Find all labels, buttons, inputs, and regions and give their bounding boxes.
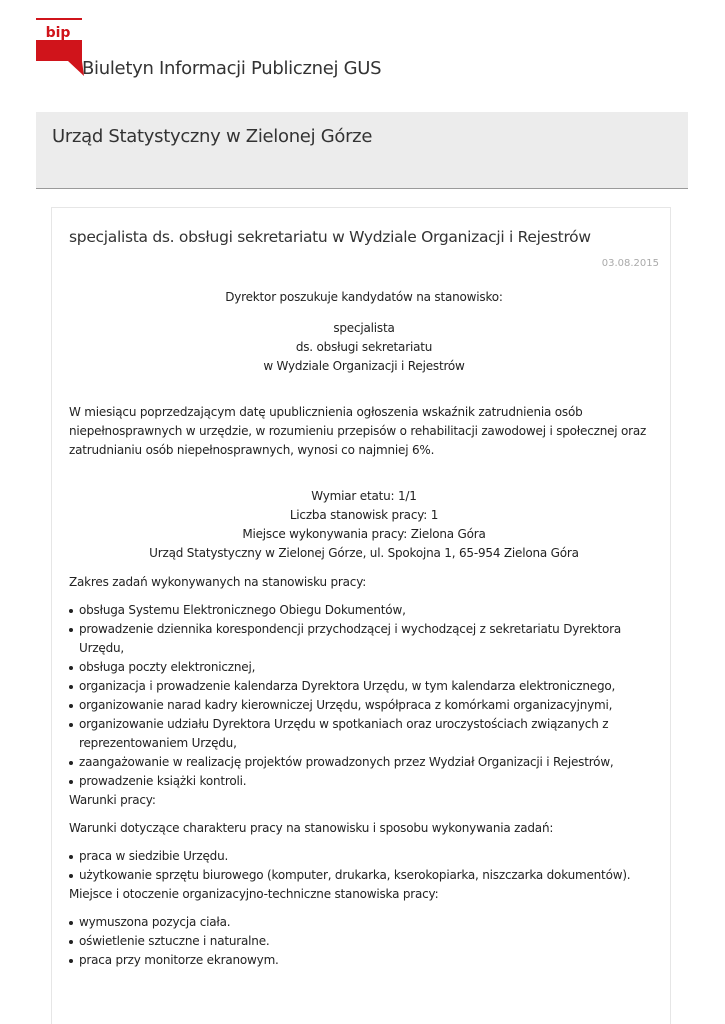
logo-text: bip xyxy=(45,25,71,41)
list-item: praca w siedzibie Urzędu. xyxy=(69,847,659,866)
detail-line: Urząd Statystyczny w Zielonej Górze, ul. Spokojna 1, 65-954 Zielona Góra xyxy=(149,546,579,560)
article-card xyxy=(51,207,671,1024)
list-item: oświetlenie sztuczne i naturalne. xyxy=(69,932,659,951)
position-line: ds. obsługi sekretariatu xyxy=(295,340,433,354)
office-title[interactable]: Urząd Statystyczny w Zielonej Górze xyxy=(52,126,373,147)
list-item: organizacja i prowadzenie kalendarza Dyrektora Urzędu, w tym kalendarza elektronicznego, xyxy=(69,677,659,696)
publication-date: 03.08.2015 xyxy=(601,258,659,269)
list-item: prowadzenie książki kontroli. xyxy=(69,772,659,791)
article-title: specjalista ds. obsługi sekretariatu w Wydziale Organizacji i Rejestrów xyxy=(69,228,591,246)
list-item: prowadzenie dziennika korespondencji przychodzącej i wychodzącej z sekretariatu Dyrektora Urzędu, xyxy=(69,620,659,658)
list-item: użytkowanie sprzętu biurowego (komputer, drukarka, kserokopiarka, niszczarka dokumentów). xyxy=(69,866,659,885)
list-item: praca przy monitorze ekranowym. xyxy=(69,951,659,970)
article-content xyxy=(69,288,659,970)
conditions-heading: Warunki pracy: xyxy=(69,793,156,807)
list-item: obsługa poczty elektronicznej, xyxy=(69,658,659,677)
list-item: obsługa Systemu Elektronicznego Obiegu Dokumentów, xyxy=(69,601,659,620)
job-details xyxy=(69,487,659,563)
conditions-subheading: Warunki dotyczące charakteru pracy na stanowisku i sposobu wykonywania zadań: xyxy=(69,821,554,835)
environment-list xyxy=(69,913,659,970)
tasks-heading: Zakres zadań wykonywanych na stanowisku pracy: xyxy=(69,575,367,589)
list-item: zaangażowanie w realizację projektów prowadzonych przez Wydział Organizacji i Rejestrów, xyxy=(69,753,659,772)
site-title[interactable]: Biuletyn Informacji Publicznej GUS xyxy=(82,58,382,79)
office-banner xyxy=(36,112,688,189)
bip-logo[interactable] xyxy=(36,18,84,76)
list-item: organizowanie narad kadry kierowniczej Urzędu, współpraca z komórkami organizacyjnymi, xyxy=(69,696,659,715)
tasks-list xyxy=(69,601,659,791)
position-line: w Wydziale Organizacji i Rejestrów xyxy=(263,359,465,373)
list-item: organizowanie udziału Dyrektora Urzędu w spotkaniach oraz uroczystościach związanych z reprezentowaniem Urzędu, xyxy=(69,715,659,753)
detail-line: Miejsce wykonywania pracy: Zielona Góra xyxy=(242,527,486,541)
conditions-list xyxy=(69,847,659,885)
detail-line: Wymiar etatu: 1/1 xyxy=(311,489,417,503)
position-block xyxy=(69,319,659,376)
detail-line: Liczba stanowisk pracy: 1 xyxy=(289,508,439,522)
disability-notice: W miesiącu poprzedzającym datę upublicznienia ogłoszenia wskaźnik zatrudnienia osób niepełnosprawnych w urzędzie, w rozumieniu przepisów o rehabilitacji zawodowej i społecznej oraz zatrudnianiu osób niepełnosprawnych, wynosi co najmniej 6%. xyxy=(69,405,647,457)
list-item: wymuszona pozycja ciała. xyxy=(69,913,659,932)
environment-heading: Miejsce i otoczenie organizacyjno-techniczne stanowiska pracy: xyxy=(69,887,439,901)
position-line: specjalista xyxy=(333,321,395,335)
intro-text: Dyrektor poszukuje kandydatów na stanowisko: xyxy=(225,290,503,304)
